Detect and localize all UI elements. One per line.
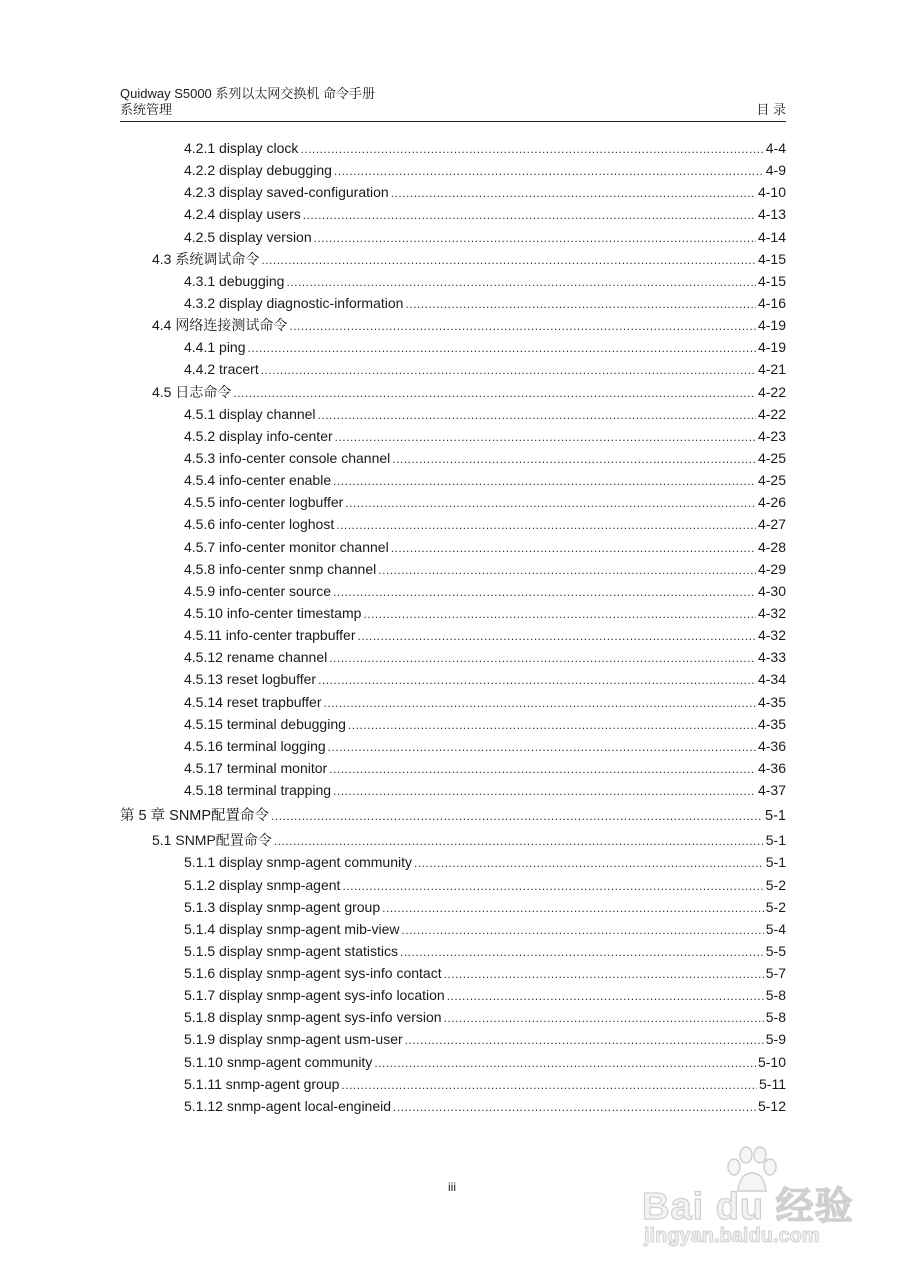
toc-entry-page: 4-14 <box>757 228 786 245</box>
toc-entry-label: 4.5.6 info-center loghost <box>184 516 335 533</box>
toc-entry-label: 5.1.10 snmp-agent community <box>184 1053 373 1070</box>
toc-entry[interactable] <box>120 646 786 668</box>
toc-entry-page: 5-10 <box>757 1053 786 1070</box>
toc-entry-label: 4.5.12 rename channel <box>184 649 328 666</box>
toc-entry-page: 4-35 <box>757 693 786 710</box>
dot-leader <box>286 271 756 293</box>
toc-entry-page: 4-25 <box>757 449 786 466</box>
dot-leader <box>402 919 764 941</box>
toc-entry-label: 5.1.12 snmp-agent local-engineid <box>184 1097 392 1114</box>
header-rule <box>120 121 786 122</box>
toc-entry-page: 4-19 <box>757 339 786 356</box>
dot-leader <box>333 780 756 802</box>
toc-entry[interactable] <box>120 1095 786 1117</box>
toc-entry[interactable] <box>120 292 786 314</box>
toc-entry-page: 5-8 <box>765 1009 786 1026</box>
dot-leader <box>348 714 756 736</box>
dot-leader <box>392 448 756 470</box>
toc-entry[interactable] <box>120 668 786 690</box>
toc-entry-page: 4-36 <box>757 759 786 776</box>
dot-leader <box>324 692 756 714</box>
toc-entry-label: 4.2.3 display saved-configuration <box>184 184 389 201</box>
toc-entry-label: 5.1.9 display snmp-agent usm-user <box>184 1031 403 1048</box>
dot-leader <box>318 404 756 426</box>
toc-entry-page: 5-8 <box>765 987 786 1004</box>
dot-leader <box>444 1007 764 1029</box>
dot-leader <box>289 315 756 337</box>
toc-entry[interactable] <box>120 203 786 225</box>
toc-entry-label: 4.2.1 display clock <box>184 140 299 156</box>
toc-entry[interactable] <box>120 851 786 873</box>
toc-entry[interactable] <box>120 1028 786 1050</box>
toc-entry-page: 4-27 <box>757 516 786 533</box>
dot-leader <box>329 758 756 780</box>
toc-entry[interactable] <box>120 713 786 735</box>
dot-leader <box>328 736 756 758</box>
toc-entry-page: 4-32 <box>757 604 786 621</box>
page-number: iii <box>448 1180 456 1194</box>
toc-entry[interactable] <box>120 602 786 624</box>
toc-entry-label: 4.5.1 display channel <box>184 405 316 422</box>
toc-entry-page: 4-25 <box>757 472 786 489</box>
toc-entry-page: 5-9 <box>765 1031 786 1048</box>
toc-entry-page: 4-15 <box>757 272 786 289</box>
toc-entry[interactable] <box>120 226 786 248</box>
watermark-url: jingyan.baidu.com <box>644 1225 820 1247</box>
page-header <box>120 86 786 118</box>
table-of-contents <box>120 137 786 1117</box>
toc-entry-page: 4-37 <box>757 782 786 799</box>
toc-entry-page: 4-21 <box>757 361 786 378</box>
dot-leader <box>233 382 756 404</box>
dot-leader <box>329 647 756 669</box>
toc-entry[interactable] <box>120 159 786 181</box>
toc-entry-label: 4.5.17 terminal monitor <box>184 759 328 776</box>
toc-entry-label: 4.2.4 display users <box>184 206 301 223</box>
toc-entry-label: 5.1.7 display snmp-agent sys-info location <box>184 987 445 1004</box>
dot-leader <box>300 138 763 160</box>
toc-entry[interactable] <box>120 896 786 918</box>
toc-entry-label: 4.5.14 reset trapbuffer <box>184 693 322 710</box>
toc-entry[interactable] <box>120 425 786 447</box>
baidu-watermark <box>640 1145 860 1255</box>
dot-leader <box>336 514 756 536</box>
toc-entry-label: 5.1.3 display snmp-agent group <box>184 898 381 915</box>
toc-entry-page: 5-11 <box>759 1075 786 1092</box>
toc-entry-label: 4.5 日志命令 <box>152 383 232 400</box>
toc-entry[interactable] <box>120 984 786 1006</box>
toc-entry-label: 4.5.10 info-center timestamp <box>184 604 362 621</box>
dot-leader <box>447 985 764 1007</box>
dot-leader <box>414 852 764 874</box>
toc-entry-label: 5.1 SNMP配置命令 <box>152 832 272 849</box>
toc-entry-label: 5.1.5 display snmp-agent statistics <box>184 942 398 959</box>
dot-leader <box>400 941 764 963</box>
toc-entry-page: 4-26 <box>757 494 786 511</box>
toc-entry-label: 4.5.16 terminal logging <box>184 737 326 754</box>
toc-entry-label: 4.3 系统调试命令 <box>152 250 260 267</box>
toc-entry-label: 4.2.2 display debugging <box>184 162 332 179</box>
toc-entry-page: 4-19 <box>757 317 786 334</box>
toc-entry-label: 4.5.7 info-center monitor channel <box>184 538 389 555</box>
toc-entry-page: 4-28 <box>757 538 786 555</box>
toc-entry[interactable] <box>120 314 786 336</box>
toc-entry-page: 4-4 <box>765 140 786 156</box>
dot-leader <box>444 963 764 985</box>
toc-entry-page: 4-33 <box>757 649 786 666</box>
toc-entry-page: 4-30 <box>757 582 786 599</box>
toc-entry-label: 5.1.8 display snmp-agent sys-info version <box>184 1009 442 1026</box>
dot-leader <box>405 293 756 315</box>
toc-entry-page: 4-32 <box>757 627 786 644</box>
toc-entry[interactable] <box>120 1073 786 1095</box>
dot-leader <box>333 581 756 603</box>
toc-entry[interactable] <box>120 358 786 380</box>
dot-leader <box>393 1096 756 1118</box>
toc-entry-page: 5-12 <box>757 1097 786 1114</box>
toc-entry-label: 5.1.6 display snmp-agent sys-info contact <box>184 965 442 982</box>
dot-leader <box>261 359 756 381</box>
toc-entry-label: 4.4.1 ping <box>184 339 246 356</box>
toc-entry-label: 4.5.3 info-center console channel <box>184 449 391 466</box>
toc-entry-page: 4-34 <box>757 671 786 688</box>
toc-entry-label: 5.1.2 display snmp-agent <box>184 876 341 893</box>
toc-entry-label: 4.5.2 display info-center <box>184 427 333 444</box>
toc-entry-page: 5-1 <box>765 808 786 825</box>
dot-leader <box>345 492 756 514</box>
toc-entry-page: 4-10 <box>757 184 786 201</box>
toc-entry[interactable] <box>120 381 786 403</box>
toc-entry[interactable] <box>120 137 786 159</box>
toc-entry[interactable] <box>120 403 786 425</box>
dot-leader <box>335 426 756 448</box>
dot-leader <box>357 625 755 647</box>
dot-leader <box>248 337 756 359</box>
dot-leader <box>303 204 756 226</box>
toc-entry[interactable] <box>120 803 786 829</box>
dot-leader <box>314 227 756 249</box>
toc-entry[interactable] <box>120 513 786 535</box>
toc-entry-page: 5-5 <box>765 942 786 959</box>
toc-entry-label: 4.5.5 info-center logbuffer <box>184 494 344 511</box>
toc-entry[interactable] <box>120 181 786 203</box>
toc-entry-page: 4-13 <box>757 206 786 223</box>
toc-entry-label: 5.1.11 snmp-agent group <box>184 1075 340 1092</box>
toc-entry[interactable] <box>120 248 786 270</box>
toc-entry-page: 4-36 <box>757 737 786 754</box>
toc-entry-label: 4.4 网络连接测试命令 <box>152 317 288 334</box>
dot-leader <box>271 803 763 829</box>
toc-entry[interactable] <box>120 874 786 896</box>
dot-leader <box>318 669 756 691</box>
dot-leader <box>391 537 756 559</box>
section-name: 系统管理 <box>120 102 173 117</box>
toc-entry[interactable] <box>120 757 786 779</box>
watermark-brand: Bai du 经验 <box>642 1186 854 1228</box>
dot-leader <box>261 249 756 271</box>
toc-entry[interactable] <box>120 829 786 851</box>
toc-entry[interactable] <box>120 1006 786 1028</box>
header-row <box>120 102 786 118</box>
toc-entry-page: 4-35 <box>757 715 786 732</box>
dot-leader <box>391 182 756 204</box>
toc-entry-label: 4.5.4 info-center enable <box>184 472 332 489</box>
dot-leader <box>405 1029 764 1051</box>
toc-entry-page: 4-16 <box>757 294 786 311</box>
toc-entry-page: 5-2 <box>765 898 786 915</box>
toc-entry[interactable] <box>120 580 786 602</box>
dot-leader <box>334 160 764 182</box>
toc-entry-label: 4.2.5 display version <box>184 228 312 245</box>
toc-entry-page: 5-2 <box>765 876 786 893</box>
dot-leader <box>342 875 763 897</box>
toc-entry-label: 4.5.15 terminal debugging <box>184 715 346 732</box>
dot-leader <box>341 1074 757 1096</box>
toc-entry-label: 5.1.1 display snmp-agent community <box>184 854 412 871</box>
toc-entry[interactable] <box>120 624 786 646</box>
dot-leader <box>363 603 756 625</box>
toc-entry-page: 5-1 <box>765 854 786 871</box>
toc-entry-page: 4-29 <box>757 560 786 577</box>
toc-entry-label: 4.3.2 display diagnostic-information <box>184 294 404 311</box>
toc-entry-page: 4-23 <box>757 427 786 444</box>
toc-label: 目 录 <box>756 102 786 117</box>
toc-entry[interactable] <box>120 270 786 292</box>
dot-leader <box>378 559 756 581</box>
toc-entry-page: 4-9 <box>765 162 786 179</box>
toc-entry[interactable] <box>120 940 786 962</box>
toc-entry[interactable] <box>120 491 786 513</box>
dot-leader <box>374 1052 756 1074</box>
toc-entry[interactable] <box>120 536 786 558</box>
toc-entry[interactable] <box>120 691 786 713</box>
toc-entry[interactable] <box>120 962 786 984</box>
toc-entry[interactable] <box>120 1051 786 1073</box>
toc-entry-page: 5-1 <box>765 832 786 849</box>
dot-leader <box>382 897 764 919</box>
toc-entry[interactable] <box>120 336 786 358</box>
toc-entry[interactable] <box>120 447 786 469</box>
toc-entry-label: 4.5.13 reset logbuffer <box>184 671 317 688</box>
toc-entry-page: 4-22 <box>757 405 786 422</box>
toc-entry-label: 4.4.2 tracert <box>184 361 259 378</box>
toc-entry-label: 5.1.4 display snmp-agent mib-view <box>184 920 400 937</box>
dot-leader <box>333 470 756 492</box>
toc-entry[interactable] <box>120 779 786 801</box>
toc-entry-page: 5-4 <box>765 920 786 937</box>
toc-entry-label: 4.5.18 terminal trapping <box>184 782 332 799</box>
toc-entry[interactable] <box>120 918 786 940</box>
dot-leader <box>274 830 764 852</box>
toc-entry-page: 5-7 <box>765 965 786 982</box>
toc-entry-page: 4-22 <box>757 383 786 400</box>
toc-entry-page: 4-15 <box>757 250 786 267</box>
toc-entry[interactable] <box>120 558 786 580</box>
toc-entry-label: 4.5.11 info-center trapbuffer <box>184 627 356 644</box>
toc-entry[interactable] <box>120 469 786 491</box>
toc-entry-label: 4.5.9 info-center source <box>184 582 332 599</box>
toc-entry-label: 4.3.1 debugging <box>184 272 285 289</box>
document-title: Quidway S5000 系列以太网交换机 命令手册 <box>120 86 376 101</box>
toc-entry[interactable] <box>120 735 786 757</box>
toc-entry-label: 4.5.8 info-center snmp channel <box>184 560 377 577</box>
toc-entry-label: 第 5 章 SNMP配置命令 <box>120 808 270 825</box>
